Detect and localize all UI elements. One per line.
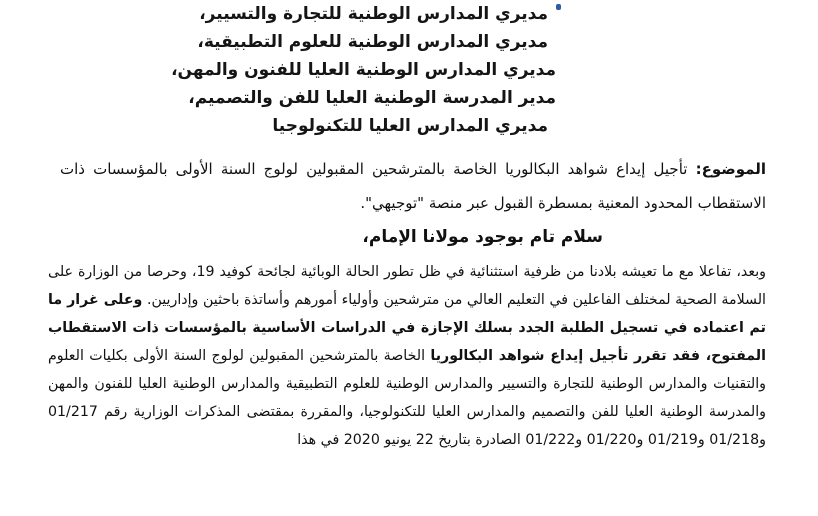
subject-label: الموضوع: [695,160,766,178]
addressee-line-2: مديري المدارس الوطنية للعلوم التطبيقية، [197,32,548,52]
body-paragraph-2: الخاصة بالمترشحين المقبولين لولوج السنة الأولى بكليات العلوم والتقنيات والمدارس الوطنية للتجارة والتسيير والمدارس الوطنية للعلوم التطبيقية والمدارس الوطنية العليا للفنون والمهن والمدرسة الوطنية العليا للفن والتصميم والمدارس العليا للتكنولوجيا، والمقررة بمقتضى المذكرات الوزارية رقم 01/217 و01/218 و01/219 و01/220 و01/222 الصادرة بتاريخ 22 يونيو 2020 في هذا [48,348,766,448]
addressee-line-3: مديري المدارس الوطنية العليا للفنون والمهن، [171,60,556,80]
addressee-line-1: مديري المدارس الوطنية للتجارة والتسيير، [199,4,548,24]
body-bold-passage: وعلى غرار ما تم اعتماده في تسجيل الطلبة الجدد بسلك الإجازة في الدراسات الأساسية بالمؤسسات ذات الاستقطاب المفتوح، فقد تقرر تأجيل إيداع شواهد البكالوريا [48,292,766,364]
addressee-line-5: مديري المدارس العليا للتكنولوجيا [272,116,548,136]
greeting: سلام تام بوجود مولانا الإمام، [362,227,603,247]
letter-body [48,258,766,454]
body-paragraph-1: وبعد، تفاعلا مع ما تعيشه بلادنا من ظرفية استثنائية في ظل تطور الحالة الوبائية لجائحة كوفيد 19، وحرصا من الوزارة على السلامة الصحية لمختلف الفاعلين في التعليم العالي من مترشحين وأولياء أمورهم وأساتذة باحثين وإداريين. [48,264,766,308]
ink-mark [556,4,561,10]
subject-block [60,152,766,220]
subject-text: تأجيل إيداع شواهد البكالوريا الخاصة بالمترشحين المقبولين لولوج السنة الأولى بالمؤسسات ذات الاستقطاب المحدود المعنية بمسطرة القبول عبر منصة "توجيهي". [60,160,766,212]
addressee-line-4: مدير المدرسة الوطنية العليا للفن والتصميم، [188,88,556,108]
